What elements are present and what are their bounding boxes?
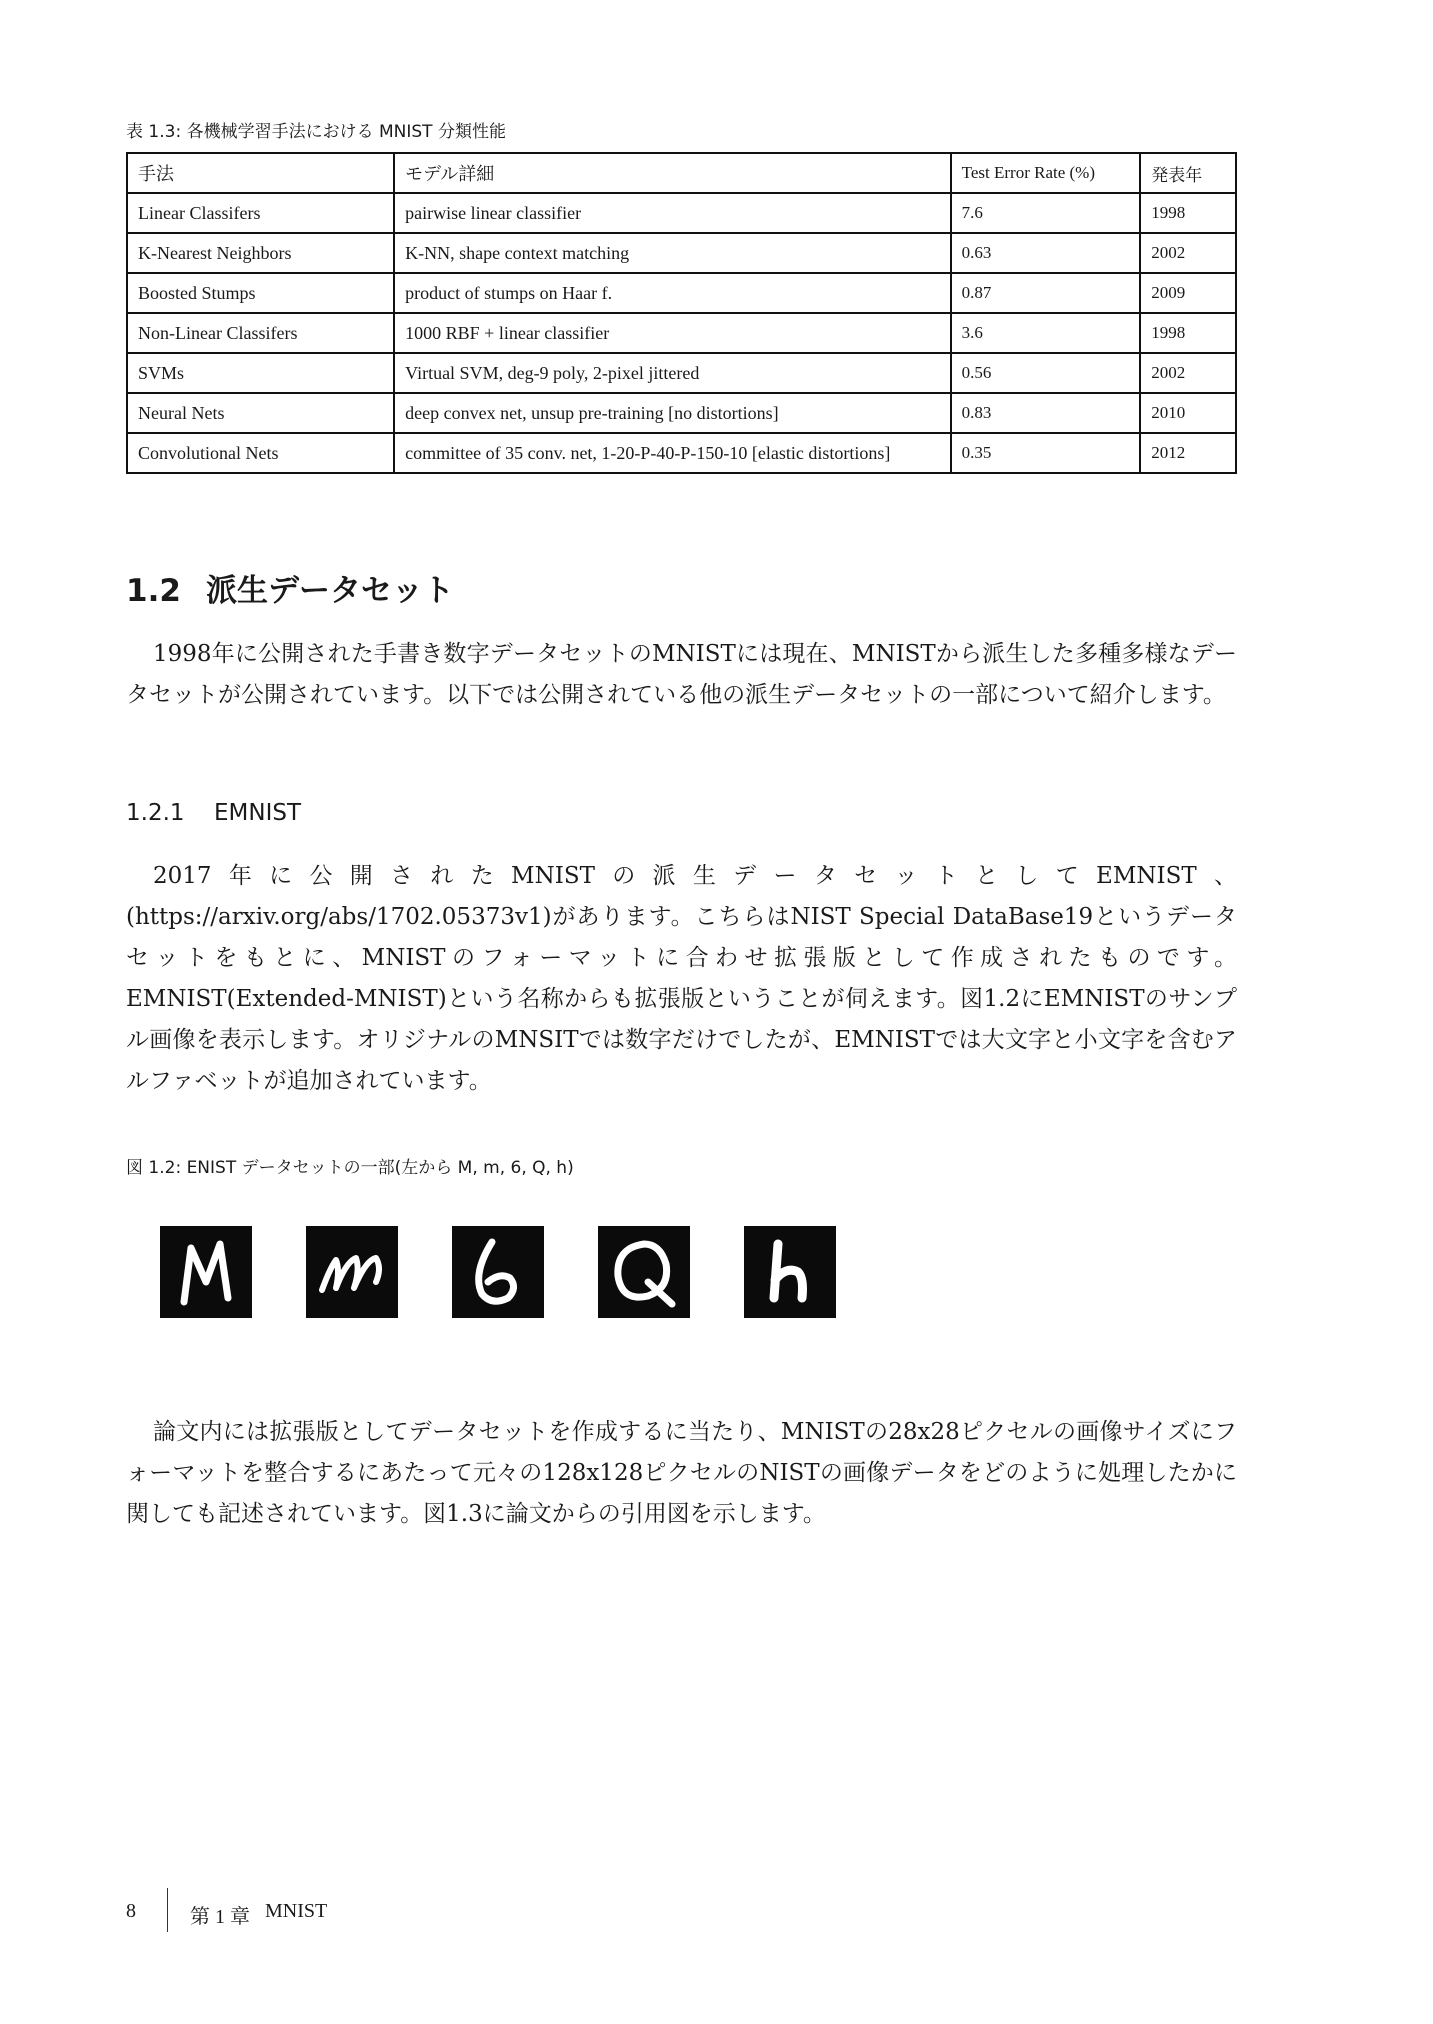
cell-year: 2012 [1140,433,1236,473]
table-row [127,193,1236,233]
header-test-error-rate: Test Error Rate (%) [951,153,1141,193]
cell-error-rate: 3.6 [951,313,1141,353]
footer-divider [167,1888,168,1932]
chapter-label: 第 1 章 [190,1906,250,1928]
cell-method: K-Nearest Neighbors [127,233,394,273]
header-model-detail: モデル詳細 [394,153,951,193]
preprocessing-paragraph: 論文内には拡張版としてデータセットを作成するに当たり、MNISTの28x28ピクセルの画像サイズにフォーマットを整合するにあたって元々の128x128ピクセルのNISTの画像データをどのように処理したかに関しても記述されています。図1.3に論文からの引用図を示します。 [126,1419,1237,1527]
cell-year: 2002 [1140,233,1236,273]
cell-model-detail: pairwise linear classifier [394,193,951,233]
table-header-row [127,153,1236,193]
cell-error-rate: 0.83 [951,393,1141,433]
sample-image-6 [452,1226,544,1318]
table-row [127,353,1236,393]
cell-model-detail: 1000 RBF + linear classifier [394,313,951,353]
table-row [127,433,1236,473]
page-number: 8 [126,1900,136,1922]
cell-model-detail: Virtual SVM, deg-9 poly, 2-pixel jittered [394,353,951,393]
cell-method: Convolutional Nets [127,433,394,473]
cell-error-rate: 0.87 [951,273,1141,313]
cell-error-rate: 7.6 [951,193,1141,233]
cell-year: 2002 [1140,353,1236,393]
cell-method: Neural Nets [127,393,394,433]
cell-error-rate: 0.56 [951,353,1141,393]
chapter-title: MNIST [265,1900,328,1922]
cell-model-detail: product of stumps on Haar f. [394,273,951,313]
emnist-paragraph: 2017年に公開されたMNISTの派生データセットとしてEMNIST、(https://arxiv.org/abs/1702.05373v1)があります。こちらはNIST Special DataBase19というデータセットをもとに、MNISTのフォーマットに合わせ拡張版として作成されたものです。EMNIST(Extended-MNIST)という名称からも拡張版ということが伺えます。図1.2にEMNISTのサンプル画像を表示します。オリジナルのMNSITでは数字だけでしたが、EMNISTでは大文字と小文字を含むアルファベットが追加されています。 [126,863,1237,1094]
sample-image-M [160,1226,252,1318]
section-number: 1.2 [126,573,181,609]
table-caption: 表 1.3: 各機械学習手法における MNIST 分類性能 [126,122,506,142]
cell-model-detail: deep convex net, unsup pre-training [no distortions] [394,393,951,433]
cell-error-rate: 0.63 [951,233,1141,273]
subsection-number: 1.2.1 [126,800,185,826]
subsection-heading [126,800,301,826]
section-paragraph: 1998年に公開された手書き数字データセットのMNISTには現在、MNISTから派生した多種多様なデータセットが公開されています。以下では公開されている他の派生データセットの一部について紹介します。 [126,641,1237,708]
sample-image-m [306,1226,398,1318]
table-row [127,393,1236,433]
cell-year: 1998 [1140,313,1236,353]
section-title: 派生データセット [206,573,454,609]
table-row [127,273,1236,313]
cell-model-detail: K-NN, shape context matching [394,233,951,273]
mnist-performance-table [126,152,1237,474]
cell-method: Boosted Stumps [127,273,394,313]
header-method: 手法 [127,153,394,193]
header-year: 発表年 [1140,153,1236,193]
cell-method: Linear Classifers [127,193,394,233]
subsection-title: EMNIST [214,800,302,826]
cell-year: 2010 [1140,393,1236,433]
cell-year: 2009 [1140,273,1236,313]
cell-error-rate: 0.35 [951,433,1141,473]
table-row [127,313,1236,353]
cell-method: Non-Linear Classifers [127,313,394,353]
sample-image-h [744,1226,836,1318]
cell-model-detail: committee of 35 conv. net, 1-20-P-40-P-150-10 [elastic distortions] [394,433,951,473]
section-heading [126,565,454,610]
figure-caption: 図 1.2: ENIST データセットの一部(左から M, m, 6, Q, h) [126,1158,574,1178]
sample-image-Q [598,1226,690,1318]
table-row [127,233,1236,273]
emnist-sample-images [160,1226,850,1324]
cell-year: 1998 [1140,193,1236,233]
cell-method: SVMs [127,353,394,393]
